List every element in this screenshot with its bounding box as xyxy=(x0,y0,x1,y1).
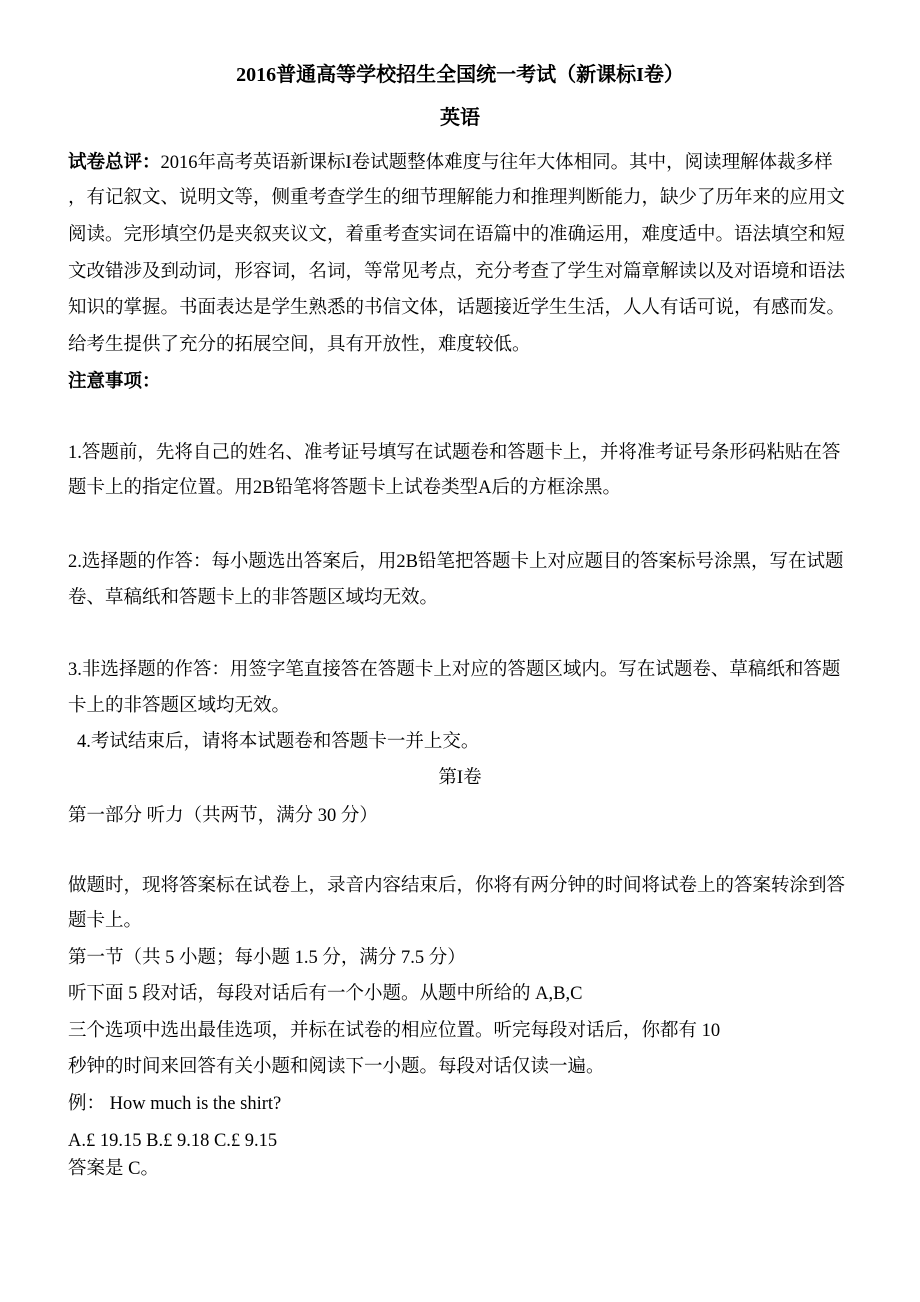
summary-line: 文改错涉及到动词，形容词，名词，等常见考点，充分考查了学生对篇章解读以及对语境和语法 xyxy=(68,262,846,282)
summary-line: 知识的掌握。书面表达是学生熟悉的书信文体，话题接近学生生活，人人有话可说，有感而发。 xyxy=(68,298,846,318)
section-heading: 第一节（共 5 小题；每小题 1.5 分，满分 7.5 分） xyxy=(68,948,466,968)
notes-heading: 注意事项： xyxy=(68,372,161,392)
summary-line: 给考生提供了充分的拓展空间，具有开放性，难度较低。 xyxy=(68,335,531,355)
section-text-line: 三个选项中选出最佳选项，并标在试卷的相应位置。听完每段对话后，你都有 10 xyxy=(68,1021,721,1041)
part-heading: 第一部分 听力（共两节，满分 30 分） xyxy=(68,806,378,826)
instruction-line: 题卡上。 xyxy=(68,911,143,931)
summary-line: 阅读。完形填空仍是夹叙夹议文，着重考查实词在语篇中的准确运用，难度适中。语法填空和短 xyxy=(68,225,846,245)
note-line: 1.答题前，先将自己的姓名、准考证号填写在试题卷和答题卡上，并将准考证号条形码粘贴在答 xyxy=(68,443,841,463)
note-line: 题卡上的指定位置。用2B铅笔将答题卡上试卷类型A后的方框涂黑。 xyxy=(68,478,621,498)
note-line: 3.非选择题的作答：用签字笔直接答在答题卡上对应的答题区域内。写在试题卷、草稿纸和答题 xyxy=(68,660,841,680)
summary-line: ，有记叙文、说明文等，侧重考查学生的细节理解能力和推理判断能力，缺少了历年来的应用文 xyxy=(68,188,846,208)
section-text-line: 秒钟的时间来回答有关小题和阅读下一小题。每段对话仅读一遍。 xyxy=(68,1057,605,1077)
document-title: 2016普通高等学校招生全国统一考试（新课标I卷） xyxy=(236,64,684,86)
summary-line xyxy=(68,152,833,174)
summary-text: 2016年高考英语新课标I卷试题整体难度与往年大体相同。其中，阅读理解体裁多样 xyxy=(160,153,833,173)
example-question: 例： How much is the shirt? xyxy=(68,1094,282,1114)
instruction-line: 做题时，现将答案标在试卷上，录音内容结束后，你将有两分钟的时间将试卷上的答案转涂到答 xyxy=(68,876,846,896)
section-text-line: 听下面 5 段对话，每段对话后有一个小题。从题中所给的 A,B,C xyxy=(68,984,583,1004)
volume-heading: 第I卷 xyxy=(438,768,482,788)
note-line: 卷、草稿纸和答题卡上的非答题区域均无效。 xyxy=(68,588,439,608)
summary-label: 试卷总评： xyxy=(68,153,161,173)
note-line: 2.选择题的作答：每小题选出答案后，用2B铅笔把答题卡上对应题目的答案标号涂黑，写在试题 xyxy=(68,552,844,572)
example-options: A.£ 19.15 B.£ 9.18 C.£ 9.15 xyxy=(68,1131,278,1151)
note-line: 卡上的非答题区域均无效。 xyxy=(68,696,291,716)
note-line: 4.考试结束后，请将本试题卷和答题卡一并上交。 xyxy=(77,732,480,752)
subject-heading: 英语 xyxy=(440,107,480,129)
example-answer: 答案是 C。 xyxy=(68,1159,159,1179)
